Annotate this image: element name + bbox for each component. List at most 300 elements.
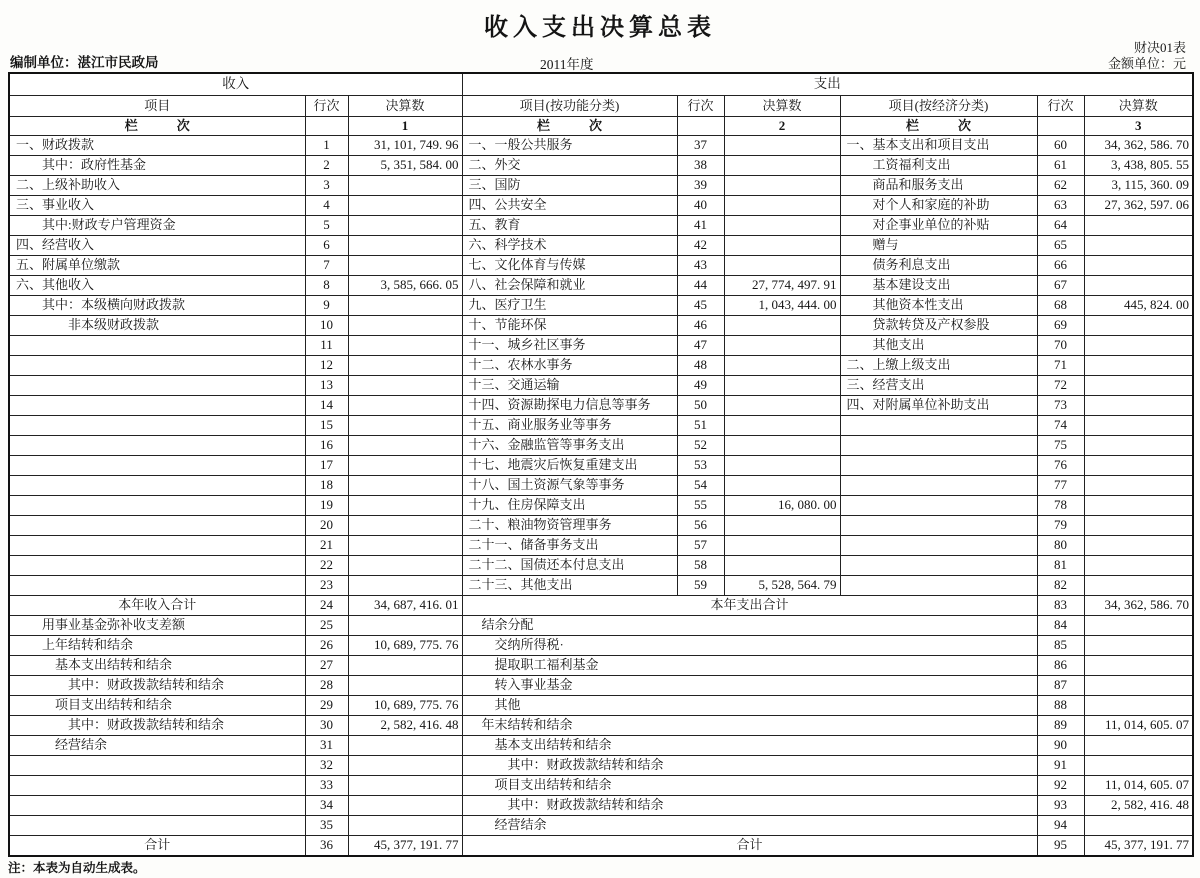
income-amount-cell: 2, 582, 416. 48 (348, 716, 462, 736)
table-row (9, 176, 1193, 196)
income-line-cell: 35 (305, 816, 348, 836)
table-row (9, 656, 1193, 676)
func-item-cell: 五、教育 (462, 216, 677, 236)
income-amount-cell (348, 256, 462, 276)
econ-line-cell: 69 (1037, 316, 1084, 336)
form-number: 财决01表 (1133, 40, 1186, 55)
expense-summary-amount-cell (1084, 656, 1193, 676)
income-amount-cell (348, 216, 462, 236)
income-amount-cell (348, 436, 462, 456)
income-line-cell: 21 (305, 536, 348, 556)
expense-summary-item-cell: 合计 (462, 836, 1037, 857)
income-line-cell: 2 (305, 156, 348, 176)
func-amount-cell: 5, 528, 564. 79 (724, 576, 840, 596)
income-line-cell: 25 (305, 616, 348, 636)
func-amount-cell (724, 196, 840, 216)
func-item-cell: 二十、粮油物资管理事务 (462, 516, 677, 536)
income-item-cell (9, 356, 305, 376)
econ-line-cell: 80 (1037, 536, 1084, 556)
econ-item-cell (840, 536, 1037, 556)
income-item-cell: 二、上级补助收入 (9, 176, 305, 196)
expense-summary-amount-cell (1084, 736, 1193, 756)
func-amount-cell (724, 136, 840, 156)
expense-summary-line-cell: 84 (1037, 616, 1084, 636)
final-accounts-table (8, 72, 1194, 857)
econ-amount-cell (1084, 456, 1193, 476)
table-row (9, 156, 1193, 176)
func-item-cell: 十八、国土资源气象等事务 (462, 476, 677, 496)
func-amount-cell (724, 516, 840, 536)
lanci-header-econ: 栏 次 (840, 117, 1037, 136)
income-amount-cell: 10, 689, 775. 76 (348, 696, 462, 716)
income-amount-cell (348, 756, 462, 776)
income-item-cell: 上年结转和结余 (9, 636, 305, 656)
table-row (9, 396, 1193, 416)
income-line-cell: 3 (305, 176, 348, 196)
income-item-cell (9, 476, 305, 496)
func-line-cell: 49 (677, 376, 724, 396)
income-line-cell: 13 (305, 376, 348, 396)
econ-amount-cell (1084, 496, 1193, 516)
income-amount-cell: 5, 351, 584. 00 (348, 156, 462, 176)
income-item-cell (9, 756, 305, 776)
income-item-cell (9, 816, 305, 836)
func-amount-cell (724, 256, 840, 276)
col-index-3: 3 (1084, 117, 1193, 136)
table-row (9, 696, 1193, 716)
econ-line-cell: 74 (1037, 416, 1084, 436)
econ-line-cell: 73 (1037, 396, 1084, 416)
expense-summary-item-cell: 结余分配 (462, 616, 1037, 636)
table-row (9, 576, 1193, 596)
income-item-cell: 其中：本级横向财政拨款 (9, 296, 305, 316)
income-line-cell: 23 (305, 576, 348, 596)
econ-item-cell: 工资福利支出 (840, 156, 1037, 176)
func-amount-cell (724, 556, 840, 576)
income-line-cell: 27 (305, 656, 348, 676)
func-line-cell: 40 (677, 196, 724, 216)
income-amount-cell (348, 456, 462, 476)
income-line-cell: 30 (305, 716, 348, 736)
econ-item-cell: 其他支出 (840, 336, 1037, 356)
lanci-blank-func (677, 117, 724, 136)
lanci-header-income: 栏 次 (9, 117, 305, 136)
econ-amount-cell (1084, 356, 1193, 376)
expense-summary-item-cell: 其中：财政拨款结转和结余 (462, 756, 1037, 776)
income-line-cell: 29 (305, 696, 348, 716)
func-amount-cell (724, 476, 840, 496)
func-amount-cell (724, 436, 840, 456)
page-title: 收入支出决算总表 (484, 14, 716, 41)
income-amount-cell (348, 376, 462, 396)
econ-amount-cell (1084, 316, 1193, 336)
func-amount-cell (724, 236, 840, 256)
table-row (9, 436, 1193, 456)
func-line-cell: 37 (677, 136, 724, 156)
econ-amount-cell: 3, 115, 360. 09 (1084, 176, 1193, 196)
func-amount-cell (724, 536, 840, 556)
func-item-cell: 十九、住房保障支出 (462, 496, 677, 516)
table-row (9, 736, 1193, 756)
income-amount-cell (348, 676, 462, 696)
econ-amount-cell (1084, 376, 1193, 396)
func-line-cell: 50 (677, 396, 724, 416)
income-line-cell: 10 (305, 316, 348, 336)
func-amount-cell (724, 156, 840, 176)
func-line-cell: 54 (677, 476, 724, 496)
econ-line-cell: 66 (1037, 256, 1084, 276)
income-amount-cell (348, 736, 462, 756)
table-row (9, 276, 1193, 296)
econ-amount-cell (1084, 236, 1193, 256)
econ-amount-cell (1084, 536, 1193, 556)
income-item-cell: 其中：财政拨款结转和结余 (9, 716, 305, 736)
col-header-func-amount: 决算数 (724, 96, 840, 117)
expense-summary-line-cell: 87 (1037, 676, 1084, 696)
econ-amount-cell (1084, 476, 1193, 496)
func-line-cell: 41 (677, 216, 724, 236)
prepared-by-unit: 编制单位：湛江市民政局 (10, 55, 159, 70)
expense-summary-amount-cell: 11, 014, 605. 07 (1084, 716, 1193, 736)
income-line-cell: 32 (305, 756, 348, 776)
income-item-cell (9, 396, 305, 416)
income-line-cell: 7 (305, 256, 348, 276)
income-item-cell (9, 516, 305, 536)
lanci-blank-econ (1037, 117, 1084, 136)
income-amount-cell (348, 236, 462, 256)
table-row (9, 456, 1193, 476)
income-amount-cell (348, 396, 462, 416)
table-row (9, 316, 1193, 336)
econ-item-cell: 贷款转贷及产权参股 (840, 316, 1037, 336)
econ-line-cell: 79 (1037, 516, 1084, 536)
income-item-cell (9, 776, 305, 796)
col-index-1: 1 (348, 117, 462, 136)
func-line-cell: 38 (677, 156, 724, 176)
func-amount-cell (724, 216, 840, 236)
econ-item-cell (840, 416, 1037, 436)
table-row (9, 236, 1193, 256)
func-line-cell: 42 (677, 236, 724, 256)
income-line-cell: 15 (305, 416, 348, 436)
expense-summary-amount-cell (1084, 676, 1193, 696)
econ-amount-cell: 3, 438, 805. 55 (1084, 156, 1193, 176)
econ-line-cell: 72 (1037, 376, 1084, 396)
income-line-cell: 12 (305, 356, 348, 376)
income-line-cell: 18 (305, 476, 348, 496)
table-row (9, 416, 1193, 436)
income-amount-cell: 34, 687, 416. 01 (348, 596, 462, 616)
table-row (9, 136, 1193, 156)
table-row (9, 796, 1193, 816)
income-item-cell: 本年收入合计 (9, 596, 305, 616)
income-amount-cell (348, 496, 462, 516)
income-line-cell: 17 (305, 456, 348, 476)
income-line-cell: 19 (305, 496, 348, 516)
income-amount-cell (348, 536, 462, 556)
econ-item-cell (840, 556, 1037, 576)
func-item-cell: 六、科学技术 (462, 236, 677, 256)
econ-amount-cell (1084, 436, 1193, 456)
footnote: 注：本表为自动生成表。 (8, 861, 146, 875)
econ-item-cell: 三、经营支出 (840, 376, 1037, 396)
income-item-cell: 非本级财政拨款 (9, 316, 305, 336)
econ-amount-cell (1084, 516, 1193, 536)
expense-summary-amount-cell (1084, 816, 1193, 836)
expense-summary-line-cell: 90 (1037, 736, 1084, 756)
econ-item-cell (840, 576, 1037, 596)
func-item-cell: 二、外交 (462, 156, 677, 176)
func-item-cell: 十五、商业服务业等事务 (462, 416, 677, 436)
income-line-cell: 22 (305, 556, 348, 576)
col-header-econ-item: 项目(按经济分类) (840, 96, 1037, 117)
func-item-cell: 十一、城乡社区事务 (462, 336, 677, 356)
expense-summary-line-cell: 88 (1037, 696, 1084, 716)
func-amount-cell: 16, 080. 00 (724, 496, 840, 516)
econ-item-cell: 赠与 (840, 236, 1037, 256)
income-item-cell: 五、附属单位缴款 (9, 256, 305, 276)
income-line-cell: 20 (305, 516, 348, 536)
func-item-cell: 十四、资源勘探电力信息等事务 (462, 396, 677, 416)
econ-line-cell: 63 (1037, 196, 1084, 216)
func-line-cell: 39 (677, 176, 724, 196)
expense-summary-item-cell: 提取职工福利基金 (462, 656, 1037, 676)
income-item-cell (9, 536, 305, 556)
func-line-cell: 53 (677, 456, 724, 476)
expense-summary-line-cell: 89 (1037, 716, 1084, 736)
income-item-cell (9, 376, 305, 396)
func-item-cell: 十三、交通运输 (462, 376, 677, 396)
income-amount-cell (348, 516, 462, 536)
income-amount-cell (348, 316, 462, 336)
income-line-cell: 31 (305, 736, 348, 756)
income-amount-cell: 10, 689, 775. 76 (348, 636, 462, 656)
income-item-cell: 经营结余 (9, 736, 305, 756)
expense-summary-amount-cell: 11, 014, 605. 07 (1084, 776, 1193, 796)
func-line-cell: 51 (677, 416, 724, 436)
econ-line-cell: 75 (1037, 436, 1084, 456)
expense-summary-line-cell: 85 (1037, 636, 1084, 656)
econ-item-cell (840, 456, 1037, 476)
econ-item-cell (840, 516, 1037, 536)
income-item-cell: 四、经营收入 (9, 236, 305, 256)
table-row (9, 296, 1193, 316)
func-item-cell: 十、节能环保 (462, 316, 677, 336)
expense-summary-amount-cell: 34, 362, 586. 70 (1084, 596, 1193, 616)
econ-item-cell: 四、对附属单位补助支出 (840, 396, 1037, 416)
func-line-cell: 52 (677, 436, 724, 456)
func-item-cell: 一、一般公共服务 (462, 136, 677, 156)
table-row (9, 716, 1193, 736)
income-amount-cell (348, 816, 462, 836)
income-item-cell: 项目支出结转和结余 (9, 696, 305, 716)
econ-item-cell: 其他资本性支出 (840, 296, 1037, 316)
func-item-cell: 二十二、国债还本付息支出 (462, 556, 677, 576)
table-row (9, 516, 1193, 536)
func-item-cell: 十七、地震灾后恢复重建支出 (462, 456, 677, 476)
func-line-cell: 45 (677, 296, 724, 316)
expense-summary-amount-cell (1084, 756, 1193, 776)
expense-summary-line-cell: 91 (1037, 756, 1084, 776)
income-line-cell: 8 (305, 276, 348, 296)
func-amount-cell: 27, 774, 497. 91 (724, 276, 840, 296)
func-item-cell: 七、文化体育与传媒 (462, 256, 677, 276)
expense-summary-line-cell: 94 (1037, 816, 1084, 836)
income-item-cell: 三、事业收入 (9, 196, 305, 216)
income-line-cell: 36 (305, 836, 348, 857)
fiscal-year: 2011年度 (540, 57, 594, 72)
expense-summary-item-cell: 转入事业基金 (462, 676, 1037, 696)
expense-summary-item-cell: 本年支出合计 (462, 596, 1037, 616)
econ-amount-cell (1084, 276, 1193, 296)
expense-summary-line-cell: 86 (1037, 656, 1084, 676)
income-item-cell (9, 436, 305, 456)
expense-summary-line-cell: 95 (1037, 836, 1084, 857)
income-line-cell: 6 (305, 236, 348, 256)
expense-summary-amount-cell: 45, 377, 191. 77 (1084, 836, 1193, 857)
expense-summary-amount-cell (1084, 636, 1193, 656)
econ-amount-cell (1084, 556, 1193, 576)
income-amount-cell (348, 656, 462, 676)
income-amount-cell: 45, 377, 191. 77 (348, 836, 462, 857)
econ-line-cell: 78 (1037, 496, 1084, 516)
econ-item-cell: 二、上缴上级支出 (840, 356, 1037, 376)
currency-unit-note: 金额单位：元 (1107, 56, 1186, 71)
income-amount-cell (348, 336, 462, 356)
income-amount-cell (348, 616, 462, 636)
income-item-cell: 其中：政府性基金 (9, 156, 305, 176)
func-line-cell: 55 (677, 496, 724, 516)
func-item-cell: 十二、农林水事务 (462, 356, 677, 376)
econ-line-cell: 64 (1037, 216, 1084, 236)
income-item-cell (9, 336, 305, 356)
econ-line-cell: 81 (1037, 556, 1084, 576)
table-row (9, 216, 1193, 236)
income-line-cell: 24 (305, 596, 348, 616)
func-item-cell: 十六、金融监管等事务支出 (462, 436, 677, 456)
income-amount-cell: 3, 585, 666. 05 (348, 276, 462, 296)
func-line-cell: 43 (677, 256, 724, 276)
econ-amount-cell (1084, 256, 1193, 276)
econ-item-cell (840, 476, 1037, 496)
income-line-cell: 34 (305, 796, 348, 816)
income-item-cell: 合计 (9, 836, 305, 857)
income-item-cell: 基本支出结转和结余 (9, 656, 305, 676)
func-line-cell: 58 (677, 556, 724, 576)
econ-amount-cell (1084, 416, 1193, 436)
func-item-cell: 三、国防 (462, 176, 677, 196)
table-row (9, 196, 1193, 216)
income-item-cell: 其中:财政专户管理资金 (9, 216, 305, 236)
func-amount-cell (724, 336, 840, 356)
lanci-blank-income (305, 117, 348, 136)
table-row (9, 336, 1193, 356)
expense-summary-line-cell: 92 (1037, 776, 1084, 796)
income-item-cell: 其中：财政拨款结转和结余 (9, 676, 305, 696)
func-amount-cell: 1, 043, 444. 00 (724, 296, 840, 316)
income-amount-cell (348, 776, 462, 796)
table-row (9, 536, 1193, 556)
expense-summary-item-cell: 基本支出结转和结余 (462, 736, 1037, 756)
col-header-econ-amount: 决算数 (1084, 96, 1193, 117)
income-amount-cell (348, 296, 462, 316)
expense-summary-item-cell: 年末结转和结余 (462, 716, 1037, 736)
table-row (9, 356, 1193, 376)
income-line-cell: 11 (305, 336, 348, 356)
table-row (9, 496, 1193, 516)
econ-line-cell: 60 (1037, 136, 1084, 156)
table-row (9, 596, 1193, 616)
income-item-cell (9, 496, 305, 516)
econ-line-cell: 67 (1037, 276, 1084, 296)
expense-summary-amount-cell: 2, 582, 416. 48 (1084, 796, 1193, 816)
econ-item-cell: 一、基本支出和项目支出 (840, 136, 1037, 156)
section-header-expense: 支出 (462, 73, 1193, 96)
income-amount-cell (348, 796, 462, 816)
func-amount-cell (724, 456, 840, 476)
econ-line-cell: 70 (1037, 336, 1084, 356)
table-row (9, 816, 1193, 836)
income-amount-cell (348, 576, 462, 596)
col-header-income-line: 行次 (305, 96, 348, 117)
func-line-cell: 48 (677, 356, 724, 376)
econ-item-cell: 对企事业单位的补贴 (840, 216, 1037, 236)
func-item-cell: 八、社会保障和就业 (462, 276, 677, 296)
income-amount-cell: 31, 101, 749. 96 (348, 136, 462, 156)
econ-amount-cell: 445, 824. 00 (1084, 296, 1193, 316)
table-row (9, 836, 1193, 857)
econ-item-cell: 基本建设支出 (840, 276, 1037, 296)
econ-item-cell: 债务利息支出 (840, 256, 1037, 276)
expense-summary-item-cell: 项目支出结转和结余 (462, 776, 1037, 796)
table-body (9, 136, 1193, 857)
lanci-header-func: 栏 次 (462, 117, 677, 136)
income-line-cell: 16 (305, 436, 348, 456)
table-row (9, 376, 1193, 396)
income-amount-cell (348, 416, 462, 436)
func-amount-cell (724, 396, 840, 416)
income-item-cell (9, 576, 305, 596)
col-header-func-item: 项目(按功能分类) (462, 96, 677, 117)
section-header-income: 收入 (9, 73, 462, 96)
expense-summary-item-cell: 经营结余 (462, 816, 1037, 836)
econ-amount-cell: 34, 362, 586. 70 (1084, 136, 1193, 156)
func-item-cell: 四、公共安全 (462, 196, 677, 216)
income-line-cell: 26 (305, 636, 348, 656)
income-line-cell: 4 (305, 196, 348, 216)
income-item-cell (9, 556, 305, 576)
col-header-income-amount: 决算数 (348, 96, 462, 117)
func-amount-cell (724, 416, 840, 436)
table-row (9, 756, 1193, 776)
econ-line-cell: 82 (1037, 576, 1084, 596)
func-line-cell: 57 (677, 536, 724, 556)
table-row (9, 556, 1193, 576)
income-amount-cell (348, 556, 462, 576)
func-item-cell: 二十三、其他支出 (462, 576, 677, 596)
income-item-cell (9, 416, 305, 436)
table-row (9, 476, 1193, 496)
income-amount-cell (348, 176, 462, 196)
col-header-econ-line: 行次 (1037, 96, 1084, 117)
expense-summary-amount-cell (1084, 616, 1193, 636)
income-item-cell (9, 456, 305, 476)
econ-amount-cell (1084, 336, 1193, 356)
func-line-cell: 46 (677, 316, 724, 336)
table-row (9, 776, 1193, 796)
econ-item-cell: 对个人和家庭的补助 (840, 196, 1037, 216)
income-line-cell: 5 (305, 216, 348, 236)
